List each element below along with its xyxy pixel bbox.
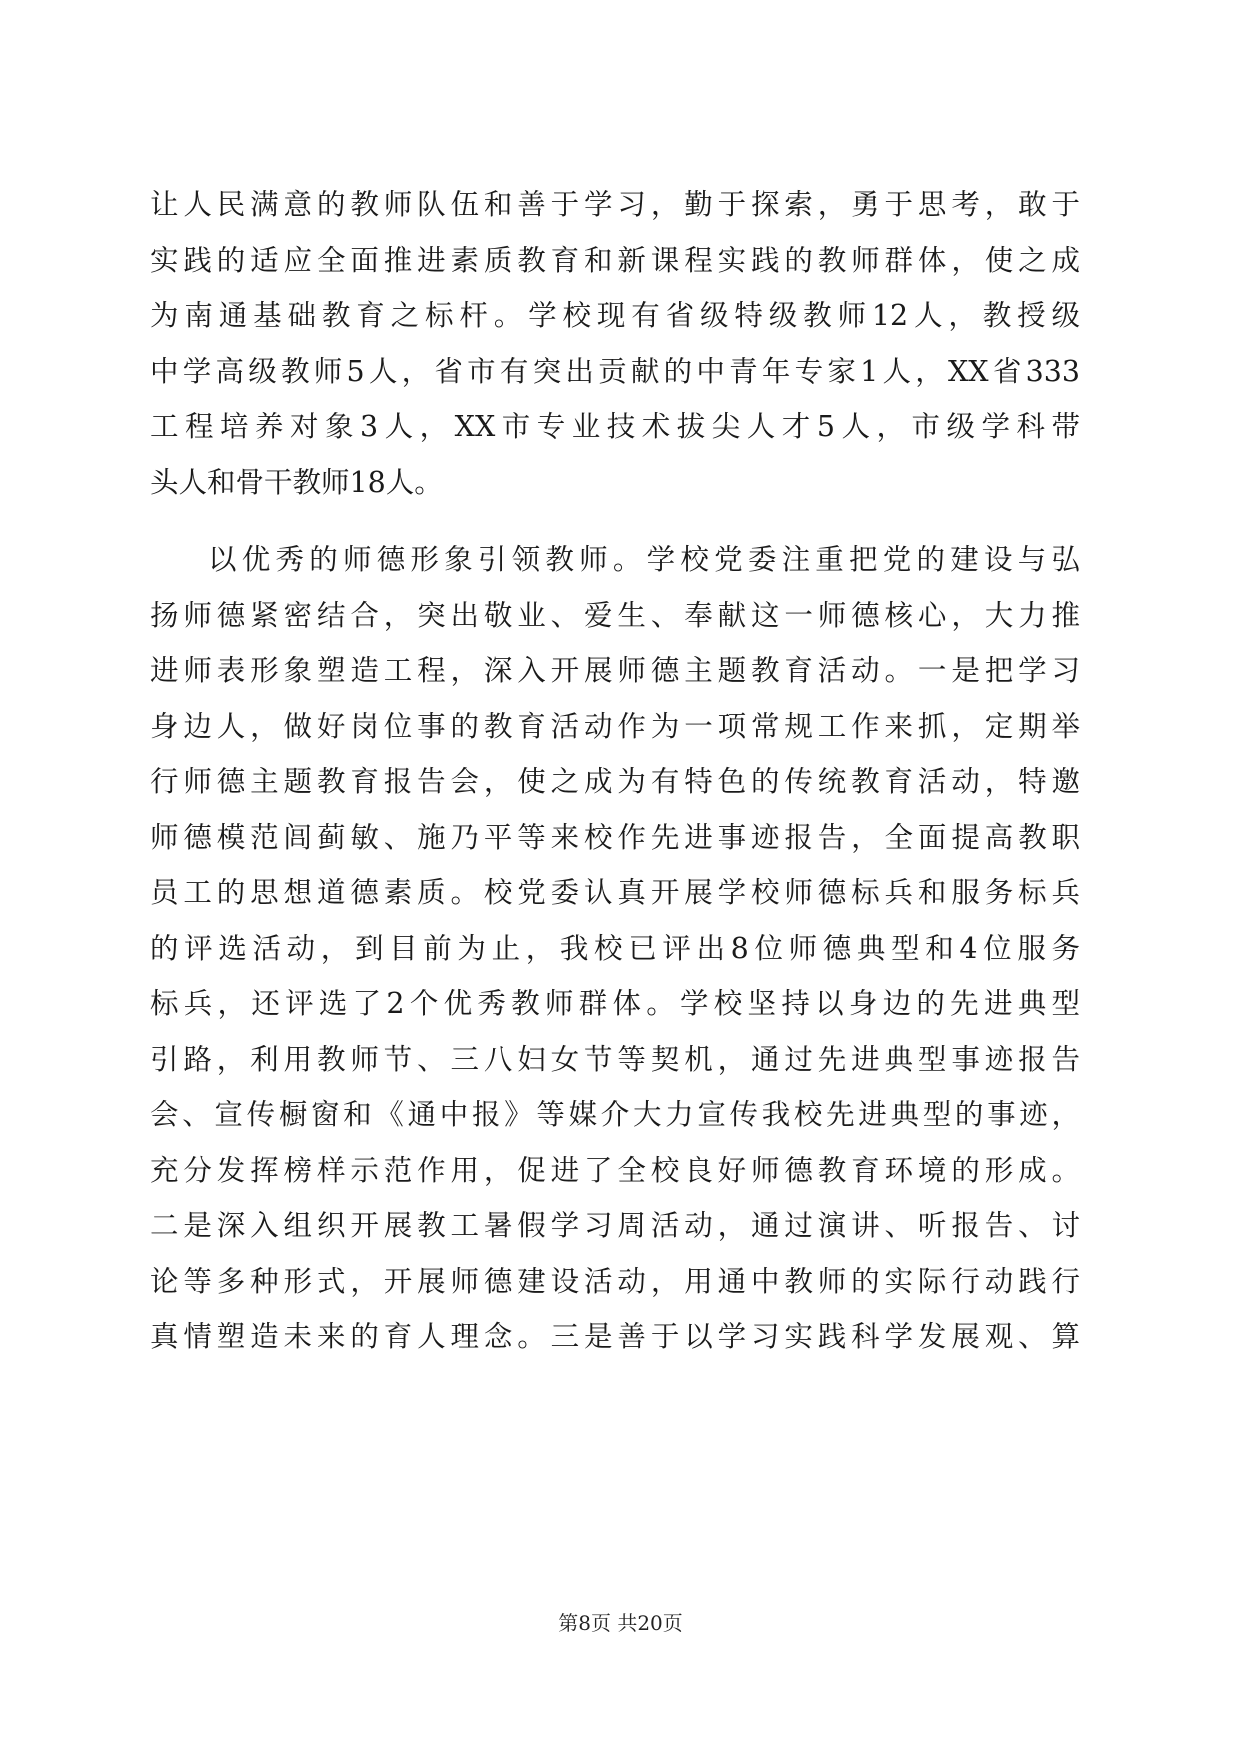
text-line: 真情塑造未来的育人理念。三是善于以学习实践科学发展观、算 bbox=[150, 1320, 1080, 1353]
text-line: 工程培养对象3人，XX市专业技术拔尖人才5人，市级学科带 bbox=[150, 410, 1080, 443]
text-line: 身边人，做好岗位事的教育活动作为一项常规工作来抓，定期举 bbox=[150, 709, 1080, 743]
text-line: 进师表形象塑造工程，深入开展师德主题教育活动。一是把学习 bbox=[150, 654, 1080, 687]
text-line: 标兵，还评选了2个优秀教师群体。学校坚持以身边的先进典型 bbox=[150, 987, 1080, 1020]
text-line: 让人民满意的教师队伍和善于学习，勤于探索，勇于思考，敢于 bbox=[150, 188, 1080, 221]
text-line: 以优秀的师德形象引领教师。学校党委注重把党的建设与弘 bbox=[208, 543, 1080, 576]
text-line: 员工的思想道德素质。校党委认真开展学校师德标兵和服务标兵 bbox=[150, 876, 1080, 909]
text-line: 行师德主题教育报告会，使之成为有特色的传统教育活动，特邀 bbox=[150, 765, 1080, 798]
text-line: 二是深入组织开展教工暑假学习周活动，通过演讲、听报告、讨 bbox=[150, 1209, 1080, 1242]
text-line: 的评选活动，到目前为止，我校已评出8位师德典型和4位服务 bbox=[150, 931, 1080, 965]
text-line: 中学高级教师5人，省市有突出贡献的中青年专家1人，XX省333 bbox=[150, 354, 1080, 388]
page-footer: 第8页 共20页 bbox=[558, 1611, 683, 1635]
text-line: 为南通基础教育之标杆。学校现有省级特级教师12人，教授级 bbox=[150, 299, 1080, 332]
text-line: 实践的适应全面推进素质教育和新课程实践的教师群体，使之成 bbox=[150, 243, 1080, 277]
text-line: 引路，利用教师节、三八妇女节等契机，通过先进典型事迹报告 bbox=[150, 1042, 1080, 1076]
text-line: 扬师德紧密结合，突出敬业、爱生、奉献这一师德核心，大力推 bbox=[150, 598, 1080, 632]
text-line: 会、宣传橱窗和《通中报》等媒介大力宣传我校先进典型的事迹， bbox=[150, 1098, 1080, 1131]
text-line: 头人和骨干教师18人。 bbox=[150, 465, 443, 499]
text-line: 师德模范闾蓟敏、施乃平等来校作先进事迹报告，全面提高教职 bbox=[150, 820, 1080, 854]
text-line: 充分发挥榜样示范作用，促进了全校良好师德教育环境的形成。 bbox=[150, 1153, 1080, 1187]
text-line: 论等多种形式，开展师德建设活动，用通中教师的实际行动践行 bbox=[150, 1264, 1080, 1298]
